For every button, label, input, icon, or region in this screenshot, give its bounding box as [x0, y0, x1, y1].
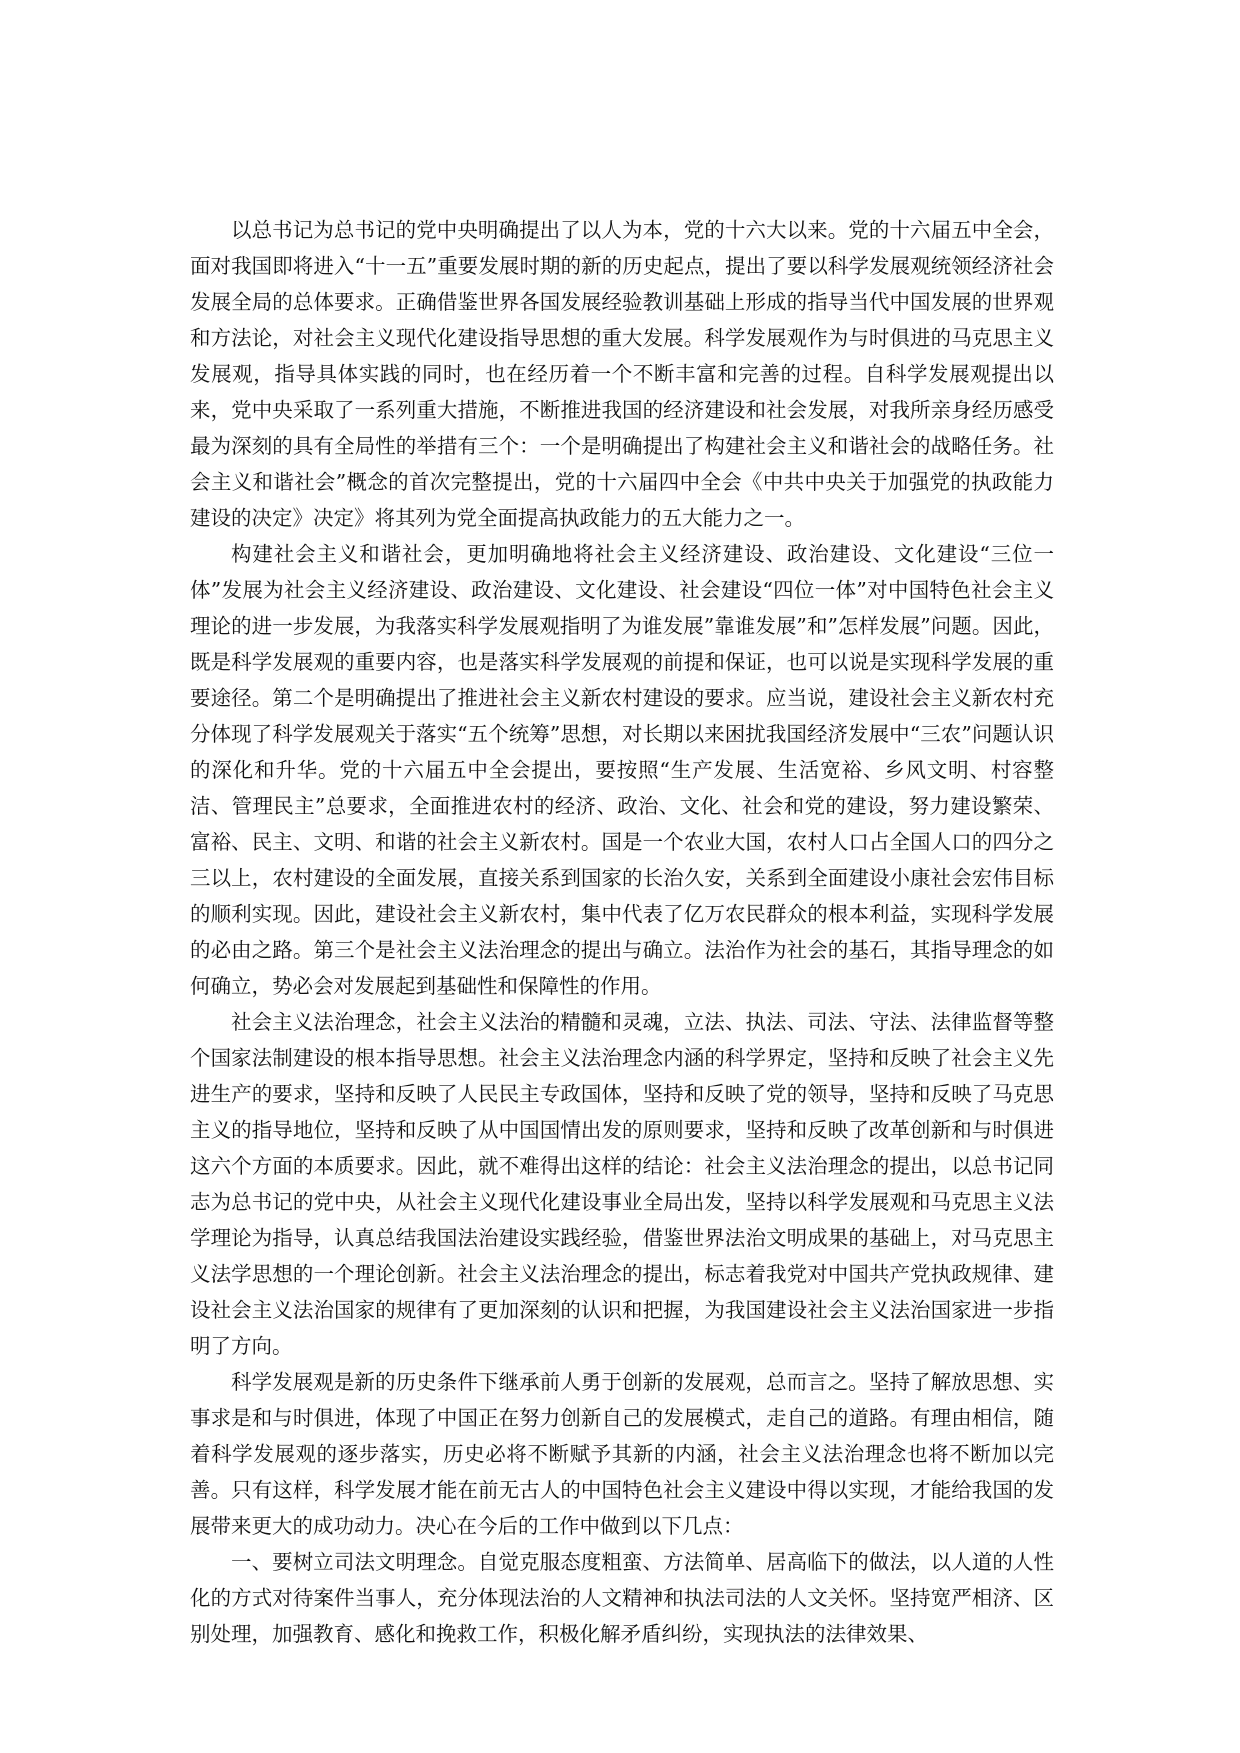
document-body	[190, 212, 1054, 1652]
paragraph-1: 以总书记为总书记的党中央明确提出了以人为本，党的十六大以来。党的十六届五中全会，面对我国即将进入“十一五”重要发展时期的新的历史起点，提出了要以科学发展观统领经济社会发展全局的总体要求。正确借鉴世界各国发展经验教训基础上形成的指导当代中国发展的世界观和方法论，对社会主义现代化建设指导思想的重大发展。科学发展观作为与时俱进的马克思主义发展观，指导具体实践的同时，也在经历着一个不断丰富和完善的过程。自科学发展观提出以来，党中央采取了一系列重大措施，不断推进我国的经济建设和社会发展，对我所亲身经历感受最为深刻的具有全局性的举措有三个：一个是明确提出了构建社会主义和谐社会的战略任务。社会主义和谐社会”概念的首次完整提出，党的十六届四中全会《中共中央关于加强党的执政能力建设的决定》决定》将其列为党全面提高执政能力的五大能力之一。	[190, 218, 1054, 530]
paragraph-3: 社会主义法治理念，社会主义法治的精髓和灵魂，立法、执法、司法、守法、法律监督等整个国家法制建设的根本指导思想。社会主义法治理念内涵的科学界定，坚持和反映了社会主义先进生产的要求，坚持和反映了人民民主专政国体，坚持和反映了党的领导，坚持和反映了马克思主义的指导地位，坚持和反映了从中国国情出发的原则要求，坚持和反映了改革创新和与时俱进这六个方面的本质要求。因此，就不难得出这样的结论：社会主义法治理念的提出，以总书记同志为总书记的党中央，从社会主义现代化建设事业全局出发，坚持以科学发展观和马克思主义法学理论为指导，认真总结我国法治建设实践经验，借鉴世界法治文明成果的基础上，对马克思主义法学思想的一个理论创新。社会主义法治理念的提出，标志着我党对中国共产党执政规律、建设社会主义法治国家的规律有了更加深刻的认识和把握，为我国建设社会主义法治国家进一步指明了方向。	[190, 1010, 1054, 1358]
paragraph-4: 科学发展观是新的历史条件下继承前人勇于创新的发展观，总而言之。坚持了解放思想、实事求是和与时俱进，体现了中国正在努力创新自己的发展模式，走自己的道路。有理由相信，随着科学发展观的逐步落实，历史必将不断赋予其新的内涵，社会主义法治理念也将不断加以完善。只有这样，科学发展才能在前无古人的中国特色社会主义建设中得以实现，才能给我国的发展带来更大的成功动力。决心在今后的工作中做到以下几点：	[190, 1370, 1054, 1538]
paragraph-5: 一、要树立司法文明理念。自觉克服态度粗蛮、方法简单、居高临下的做法，以人道的人性化的方式对待案件当事人，充分体现法治的人文精神和执法司法的人文关怀。坚持宽严相济、区别处理，加强教育、感化和挽救工作，积极化解矛盾纠纷，实现执法的法律效果、	[190, 1550, 1054, 1646]
paragraph-2: 构建社会主义和谐社会，更加明确地将社会主义经济建设、政治建设、文化建设“三位一体”发展为社会主义经济建设、政治建设、文化建设、社会建设“四位一体”对中国特色社会主义理论的进一步发展，为我落实科学发展观指明了为谁发展”靠谁发展”和”怎样发展”问题。因此，既是科学发展观的重要内容，也是落实科学发展观的前提和保证，也可以说是实现科学发展的重要途径。第二个是明确提出了推进社会主义新农村建设的要求。应当说，建设社会主义新农村充分体现了科学发展观关于落实“五个统筹”思想，对长期以来困扰我国经济发展中“三农”问题认识的深化和升华。党的十六届五中全会提出，要按照“生产发展、生活宽裕、乡风文明、村容整洁、管理民主”总要求，全面推进农村的经济、政治、文化、社会和党的建设，努力建设繁荣、富裕、民主、文明、和谐的社会主义新农村。国是一个农业大国，农村人口占全国人口的四分之三以上，农村建设的全面发展，直接关系到国家的长治久安，关系到全面建设小康社会宏伟目标的顺利实现。因此，建设社会主义新农村，集中代表了亿万农民群众的根本利益，实现科学发展的必由之路。第三个是社会主义法治理念的提出与确立。法治作为社会的基石，其指导理念的如何确立，势必会对发展起到基础性和保障性的作用。	[190, 542, 1054, 998]
